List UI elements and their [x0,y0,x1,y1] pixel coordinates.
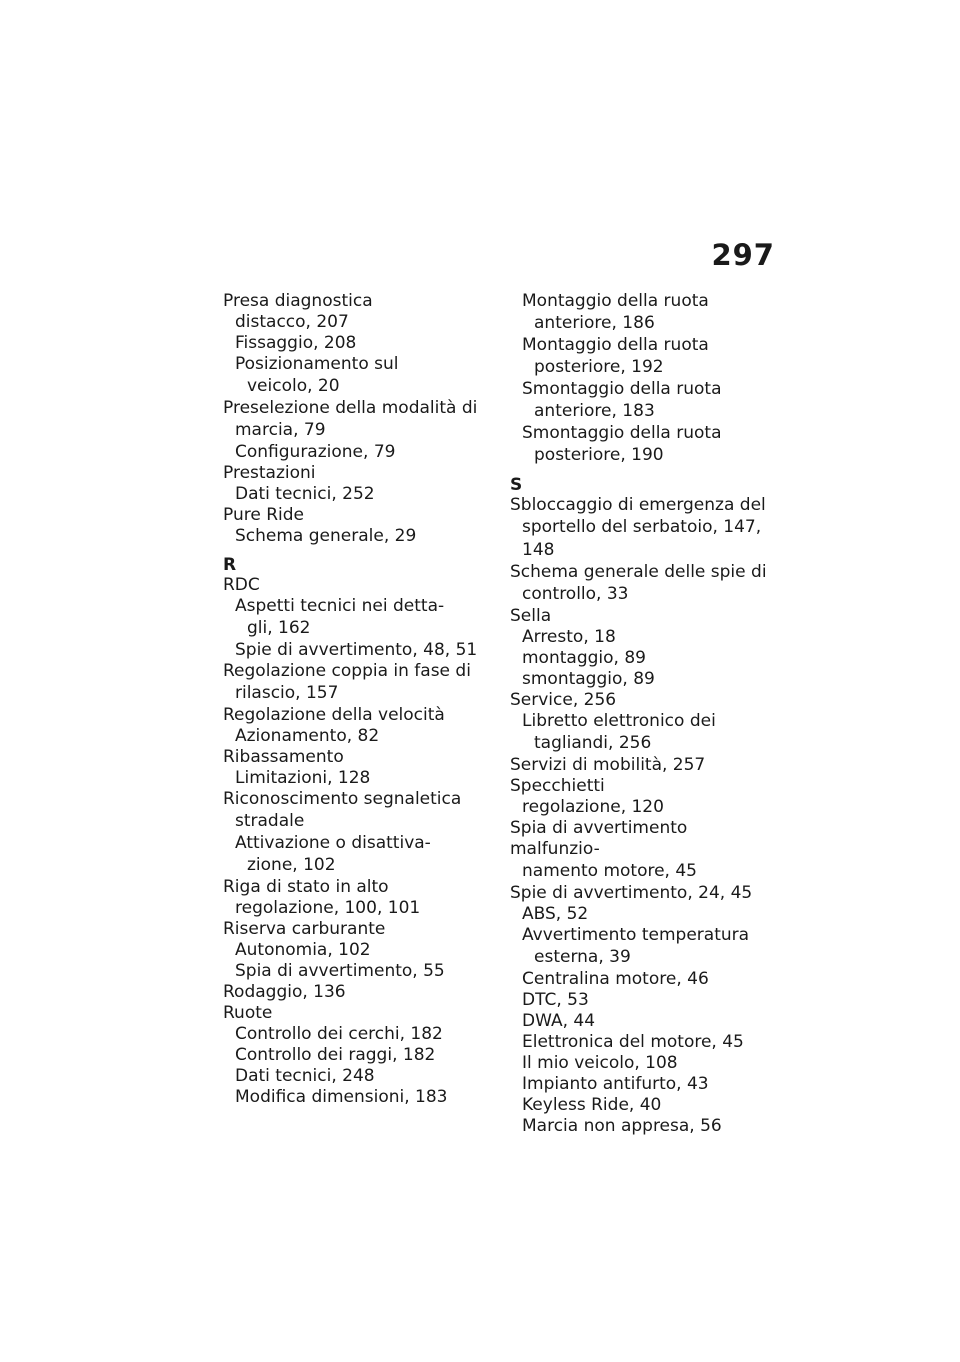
index-entry-line: Dati tecnici, 248 [235,1066,375,1086]
index-entry-line: Presa diagnostica [223,291,373,311]
index-entry-line: Avvertimento temperatura [522,925,750,945]
index-entry-line: Dati tecnici, 252 [235,484,375,504]
index-entry [223,982,488,1003]
index-entry [223,575,488,596]
index-entry-line: Marcia non appresa, 56 [522,1116,722,1136]
index-entry-line: Aspetti tecnici nei detta- [235,596,445,616]
index-subentry [223,484,488,505]
index-entry-line: Riga di stato in alto [223,877,389,897]
index-entry-line: regolazione, 100, 101 [235,898,421,918]
index-subentry [510,648,775,669]
index-entry-line: Montaggio della ruota [522,335,709,355]
index-subentry [223,1066,488,1087]
index-subentry [223,312,488,333]
index-entry-line: namento motore, 45 [522,861,697,881]
index-subentry [223,961,488,982]
index-entry [510,883,775,904]
index-entry [510,755,775,776]
index-entry-line: Ribassamento [223,747,344,767]
index-column-left [223,291,488,1108]
index-entry [223,398,488,442]
index-entry-line: 148 [522,540,555,560]
index-entry-line: Arresto, 18 [522,627,616,647]
index-entry-line: Montaggio della ruota [522,291,709,311]
index-entry-line: Spie di avvertimento, 48, 51 [235,640,478,660]
index-subentry [510,1053,775,1074]
index-entry-line: Servizi di mobilità, 257 [510,755,706,775]
index-entry-line: Il mio veicolo, 108 [522,1053,678,1073]
index-subentry [223,726,488,747]
index-subentry [510,1011,775,1032]
index-entry-line: S [510,475,523,495]
index-subentry [510,1095,775,1116]
index-entry-line: Service, 256 [510,690,617,710]
index-subentry [223,354,488,398]
index-entry-line: gli, 162 [247,618,311,638]
index-entry-line: Keyless Ride, 40 [522,1095,662,1115]
index-entry-line: Impianto antifurto, 43 [522,1074,709,1094]
index-entry-line: DTC, 53 [522,990,589,1010]
index-entry [223,877,488,898]
index-entry-line: Preselezione della modalità di [223,398,478,418]
index-subentry [510,335,775,379]
index-entry-line: Riserva carburante [223,919,386,939]
index-entry [223,747,488,768]
index-entry-line: Smontaggio della ruota [522,379,722,399]
index-entry-line: Riconoscimento segnaletica [223,789,462,809]
index-entry-line: Spia di avvertimento malfunzio- [510,818,688,859]
index-entry [510,690,775,711]
index-entry-line: tagliandi, 256 [534,733,652,753]
index-entry-line: Pure Ride [223,505,304,525]
index-entry-line: Regolazione della velocità [223,705,445,725]
index-subentry [510,1074,775,1095]
index-subentry [510,1032,775,1053]
index-entry [223,463,488,484]
index-entry-line: Modifica dimensioni, 183 [235,1087,448,1107]
index-entry [223,789,488,833]
index-subentry [223,833,488,877]
page-number: 297 [711,238,775,272]
index-entry-line: posteriore, 192 [534,357,664,377]
index-entry [510,495,775,562]
index-entry-line: Spia di avvertimento, 55 [235,961,445,981]
index-subentry [223,526,488,547]
index-entry [510,776,775,797]
index-subentry [510,711,775,755]
index-entry-line: posteriore, 190 [534,445,664,465]
index-subentry [510,627,775,648]
index-entry-line: ABS, 52 [522,904,589,924]
index-entry-line: Ruote [223,1003,273,1023]
index-subentry [510,797,775,818]
index-entry-line: montaggio, 89 [522,648,646,668]
index-entry-line: Schema generale, 29 [235,526,417,546]
index-subentry [223,768,488,789]
index-subentry [510,1116,775,1137]
index-entry-line: Sbloccaggio di emergenza del [510,495,766,515]
index-entry-line: Regolazione coppia in fase di [223,661,471,681]
index-entry-line: Specchietti [510,776,605,796]
index-subentry [223,333,488,354]
index-entry-line: Configurazione, 79 [235,442,396,462]
index-entry-line: zione, 102 [247,855,336,875]
index-subentry [223,898,488,919]
index-entry [223,705,488,726]
index-subentry [223,940,488,961]
index-entry [510,606,775,627]
index-entry-line: anteriore, 183 [534,401,655,421]
index-entry-line: sportello del serbatoio, 147, [522,517,762,537]
index-subentry [510,423,775,467]
index-entry-line: Spie di avvertimento, 24, 45 [510,883,753,903]
index-entry-line: distacco, 207 [235,312,349,332]
index-entry-line: Schema generale delle spie di [510,562,767,582]
index-subentry [223,1045,488,1066]
index-entry [223,1003,488,1024]
index-subentry [510,291,775,335]
index-entry-line: Fissaggio, 208 [235,333,357,353]
index-entry-line: Elettronica del motore, 45 [522,1032,744,1052]
index-entry [223,661,488,705]
index-entry [510,818,775,883]
index-subentry [223,1087,488,1108]
index-subentry [510,969,775,990]
index-entry-line: Attivazione o disattiva- [235,833,431,853]
index-entry-line: Prestazioni [223,463,316,483]
index-entry [510,562,775,606]
index-entry-line: Centralina motore, 46 [522,969,709,989]
index-entry-line: veicolo, 20 [247,376,340,396]
index-entry-line: Smontaggio della ruota [522,423,722,443]
index-subentry [223,596,488,640]
index-entry-line: DWA, 44 [522,1011,596,1031]
index-subentry [223,442,488,463]
index-entry-line: Limitazioni, 128 [235,768,371,788]
index-column-right [510,291,775,1137]
index-entry-line: Sella [510,606,552,626]
index-subentry [223,1024,488,1045]
index-entry-line: stradale [235,811,305,831]
index-entry-line: regolazione, 120 [522,797,664,817]
index-subentry [510,669,775,690]
index-entry-line: rilascio, 157 [235,683,339,703]
index-entry-line: Posizionamento sul [235,354,399,374]
index-entry-line: R [223,555,237,575]
index-subentry [510,379,775,423]
index-letter-heading [223,555,488,575]
index-letter-heading [510,475,775,495]
index-entry-line: Azionamento, 82 [235,726,380,746]
index-entry-line: esterna, 39 [534,947,631,967]
index-entry-line: anteriore, 186 [534,313,655,333]
index-entry-line: Controllo dei raggi, 182 [235,1045,436,1065]
index-subentry [223,640,488,661]
index-entry-line: marcia, 79 [235,420,326,440]
index-entry-line: Autonomia, 102 [235,940,371,960]
index-subentry [510,925,775,969]
index-entry-line: smontaggio, 89 [522,669,655,689]
index-entry-line: controllo, 33 [522,584,629,604]
index-entry [223,291,488,312]
index-entry [223,505,488,526]
index-entry-line: Libretto elettronico dei [522,711,716,731]
index-entry-line: RDC [223,575,260,595]
index-subentry [510,990,775,1011]
index-entry [223,919,488,940]
index-entry-line: Rodaggio, 136 [223,982,346,1002]
index-entry-line: Controllo dei cerchi, 182 [235,1024,443,1044]
index-subentry [510,904,775,925]
